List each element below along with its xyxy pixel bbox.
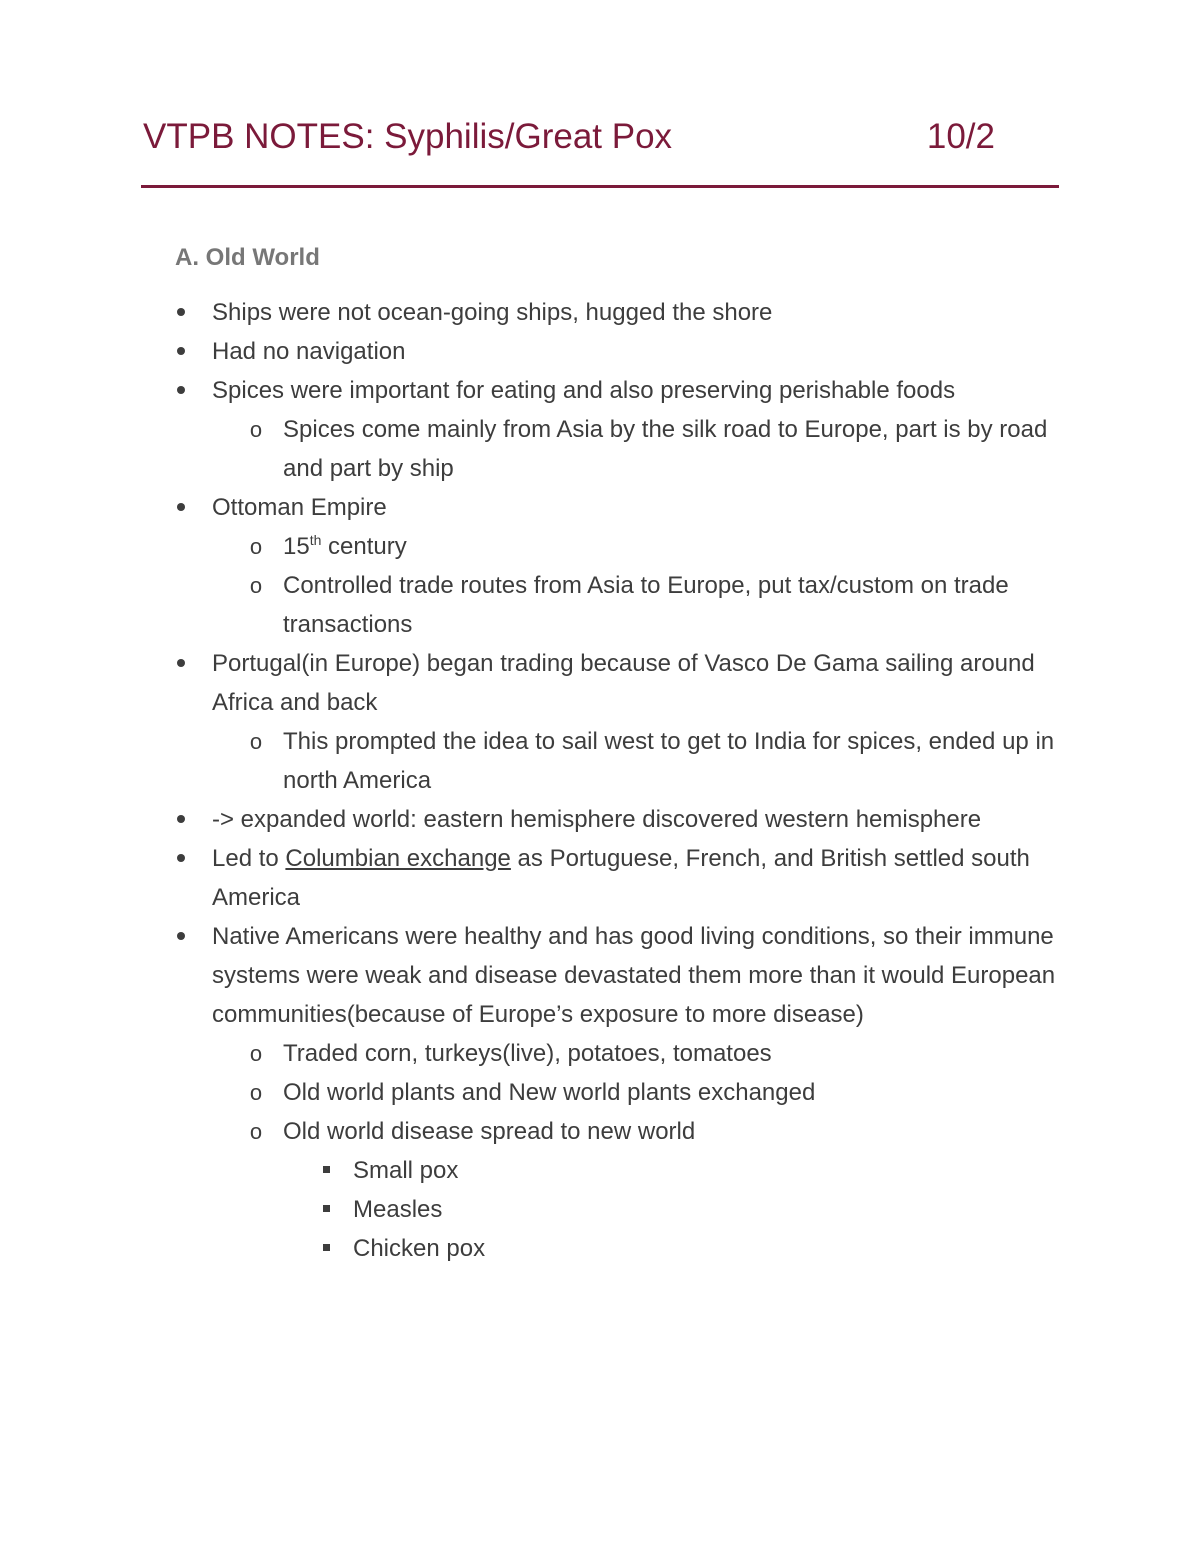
sub-sub-list-item	[0, 1151, 1053, 1190]
bullet-icon	[170, 332, 192, 371]
bullet-icon	[170, 371, 192, 410]
sub-list-item	[0, 527, 1058, 566]
sub-list-item	[0, 1073, 1058, 1112]
sub-list-item	[0, 722, 1058, 800]
circle-bullet-icon: o	[249, 1119, 263, 1144]
sub-list-item-text: This prompted the idea to sail west to get to India for spices, ended up in north America	[283, 728, 1055, 794]
sub-list-item-text: Old world plants and New world plants exchanged	[283, 1079, 816, 1106]
sub-sub-list-item	[0, 1229, 1053, 1268]
page-date: 10/2	[926, 117, 995, 156]
notes-list	[0, 293, 1200, 1268]
list-item	[0, 293, 1062, 332]
century-number: 15	[283, 533, 310, 560]
list-item	[0, 644, 1062, 722]
square-bullet-icon	[316, 1190, 336, 1229]
sub-list-item	[0, 1112, 1058, 1151]
list-item-text: Ottoman Empire	[212, 494, 387, 521]
list-item-text: Had no navigation	[212, 338, 406, 365]
sub-sub-list-item	[0, 1190, 1053, 1229]
circle-bullet-icon: o	[249, 1080, 263, 1105]
list-item	[0, 488, 1062, 527]
bullet-icon	[170, 917, 192, 956]
square-bullet-icon	[316, 1151, 336, 1190]
sub-list-item	[0, 410, 1058, 488]
square-bullet-icon	[316, 1229, 336, 1268]
bullet-icon	[170, 293, 192, 332]
title-row	[143, 117, 995, 169]
sub-list-item-text: Old world disease spread to new world	[283, 1118, 696, 1145]
list-item-text: Portugal(in Europe) began trading because of Vasco De Gama sailing around Africa and back	[212, 650, 1035, 716]
circle-bullet-icon: o	[249, 417, 263, 442]
sub-list-item-text: Traded corn, turkeys(live), potatoes, tomatoes	[283, 1040, 772, 1067]
sub-list-item	[0, 1034, 1058, 1073]
list-item-text: Native Americans were healthy and has good living conditions, so their immune systems were weak and disease devastated them more than it would European communities(because of Europe’s exposure to more disease)	[212, 923, 1056, 1028]
list-item	[0, 371, 1062, 410]
text-suffix: as Portuguese, French, and British settled south America	[212, 845, 1030, 911]
ordinal-suffix: th	[309, 532, 322, 548]
sub-list-item-text	[283, 527, 1058, 566]
title-divider	[141, 185, 1059, 188]
sub-sub-list-item-text: Measles	[353, 1196, 443, 1223]
bullet-icon	[170, 644, 192, 683]
circle-bullet-icon: o	[249, 729, 263, 754]
circle-bullet-icon: o	[249, 1041, 263, 1066]
circle-bullet-icon: o	[249, 573, 263, 598]
underlined-term: Columbian exchange	[285, 845, 511, 872]
sub-sub-list-item-text: Small pox	[353, 1157, 459, 1184]
list-item	[0, 917, 1062, 1034]
text-prefix: Led to	[212, 845, 286, 872]
sub-list-item-text: Controlled trade routes from Asia to Europe, put tax/custom on trade transactions	[283, 572, 1009, 638]
page-title: VTPB NOTES: Syphilis/Great Pox	[143, 117, 673, 156]
list-item	[0, 800, 1062, 839]
sub-list-item-text: Spices come mainly from Asia by the silk road to Europe, part is by road and part by ship	[283, 416, 1048, 482]
sub-list-item	[0, 566, 1058, 644]
bullet-icon	[170, 488, 192, 527]
list-item	[0, 839, 1062, 917]
list-item-text: Spices were important for eating and also preserving perishable foods	[212, 377, 956, 404]
list-item-text: Ships were not ocean-going ships, hugged the shore	[212, 299, 773, 326]
list-item-text: -> expanded world: eastern hemisphere discovered western hemisphere	[212, 806, 982, 833]
bullet-icon	[170, 800, 192, 839]
section-heading: A. Old World	[175, 244, 320, 271]
circle-bullet-icon: o	[249, 534, 263, 559]
bullet-icon	[170, 839, 192, 878]
list-item-text	[212, 839, 1062, 917]
century-word: century	[321, 533, 407, 560]
sub-sub-list-item-text: Chicken pox	[353, 1235, 486, 1262]
list-item	[0, 332, 1062, 371]
